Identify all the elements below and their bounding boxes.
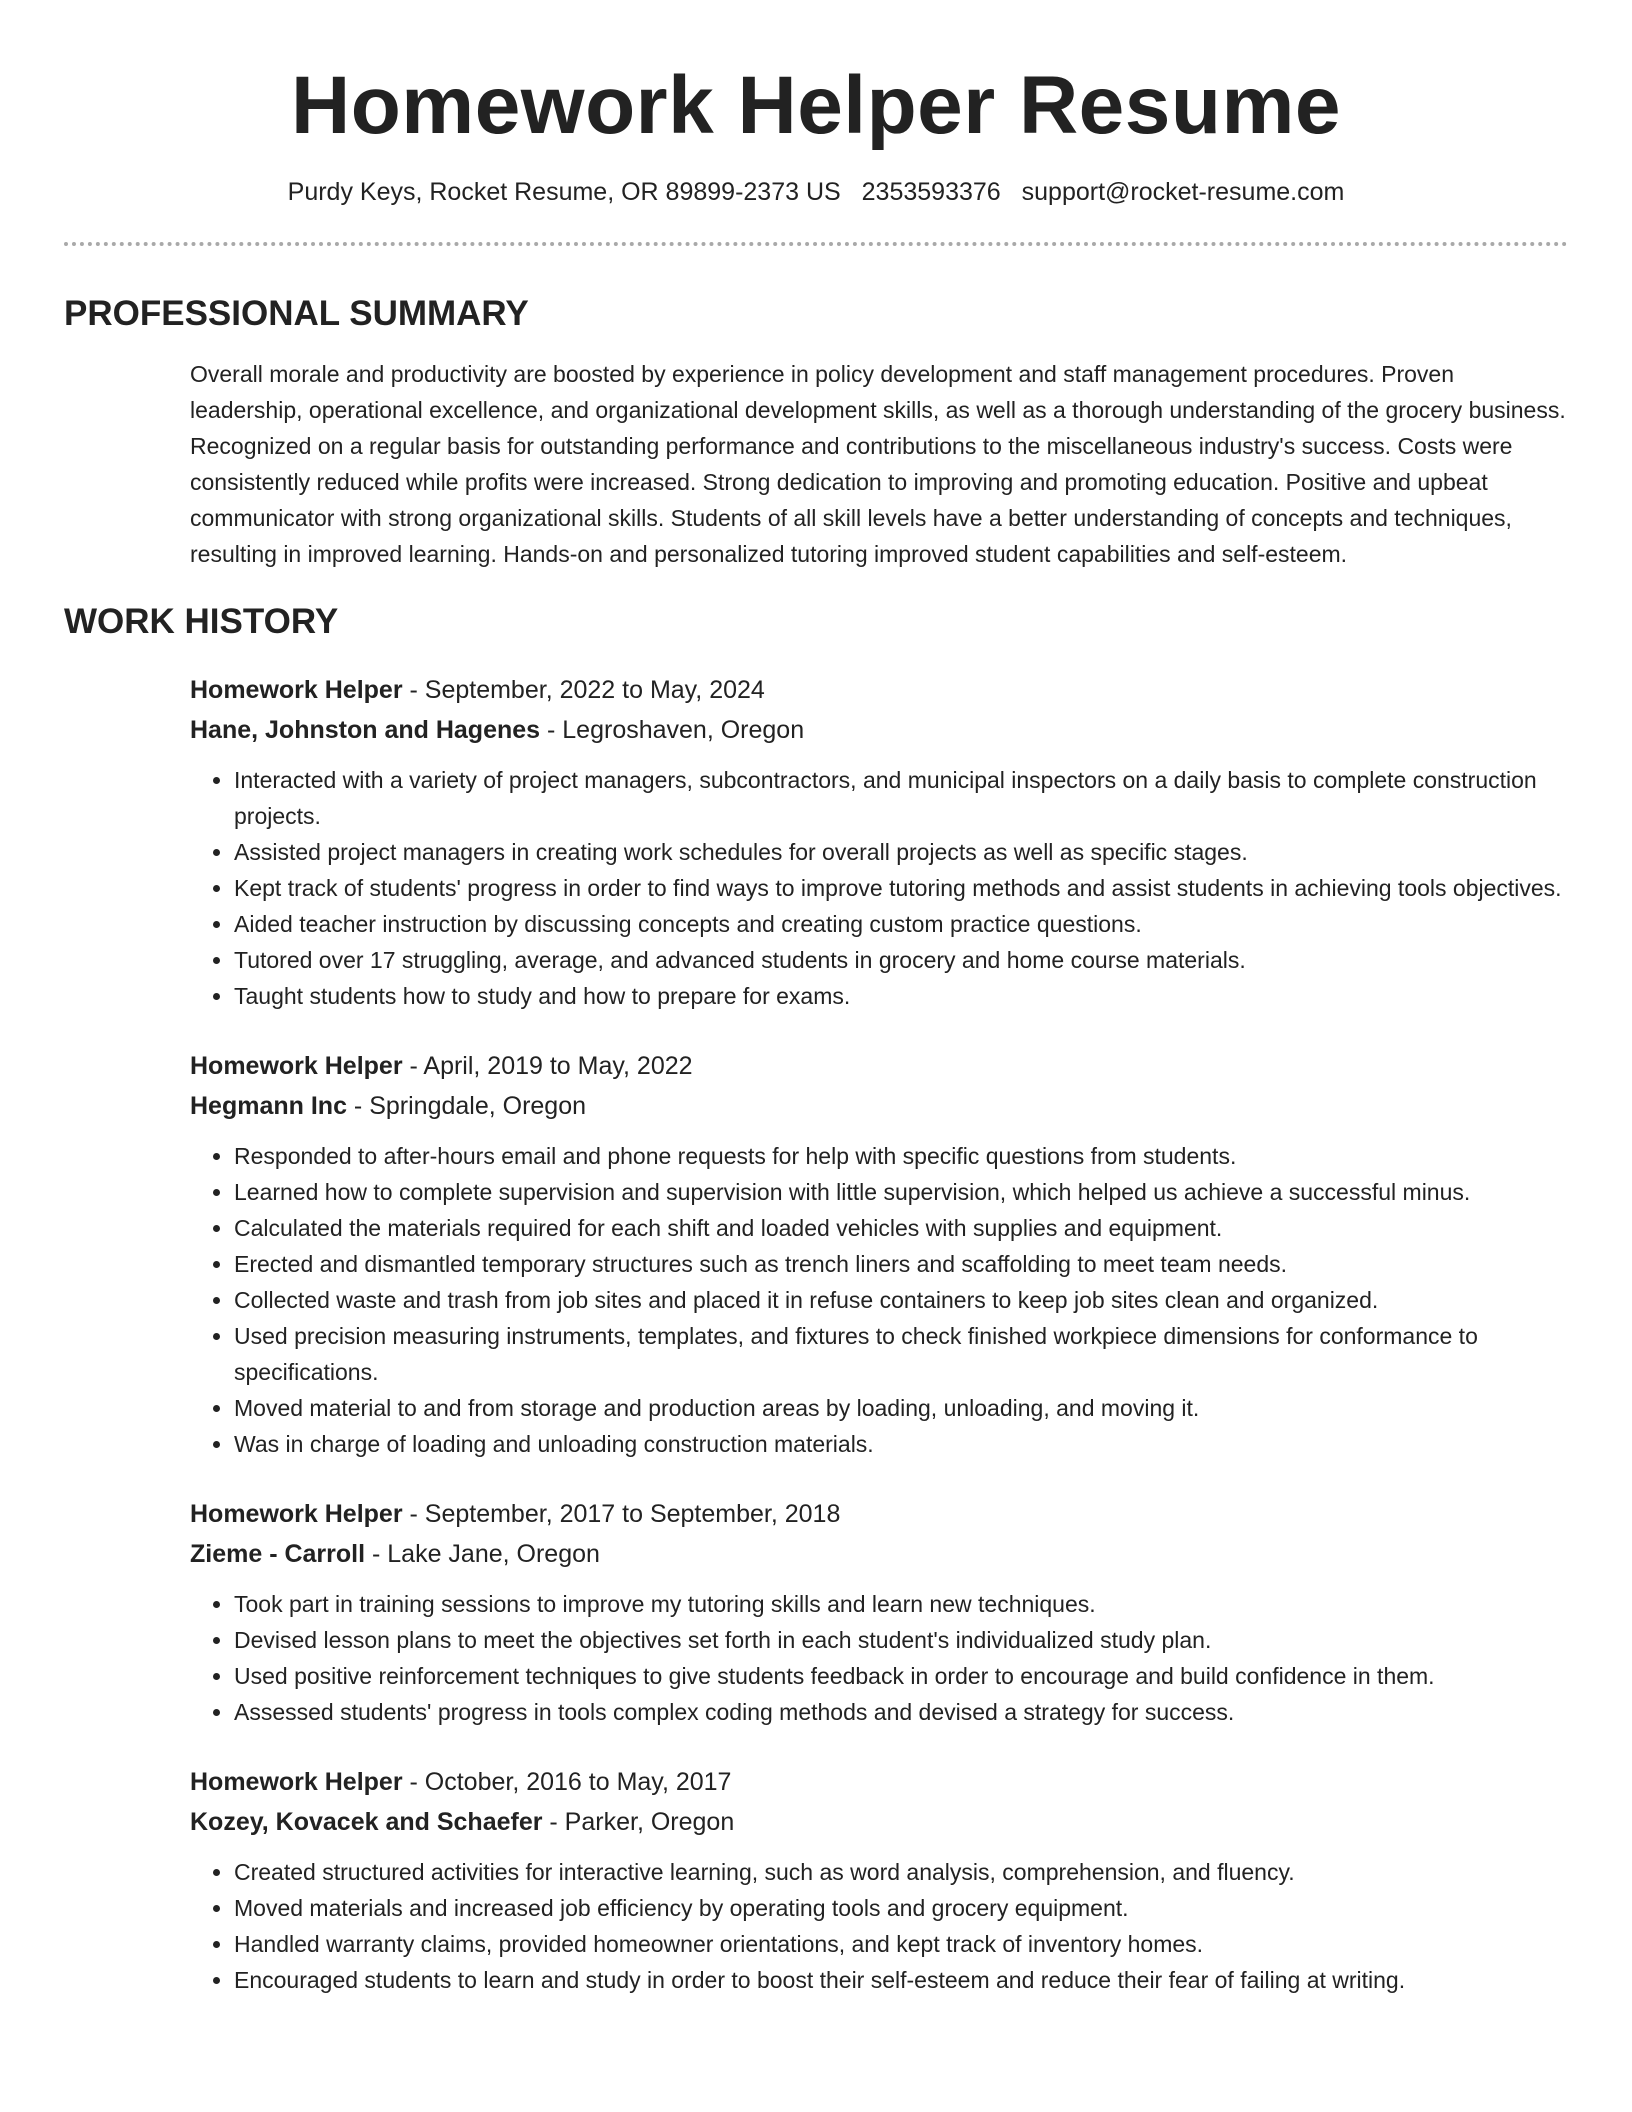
job-company-line [190, 1802, 1568, 1842]
job-role: Homework Helper [190, 1768, 403, 1796]
job-dates: - September, 2017 to September, 2018 [402, 1500, 841, 1528]
job-dates: - April, 2019 to May, 2022 [402, 1052, 693, 1080]
contact-line [64, 176, 1568, 208]
job-role-line [190, 670, 1568, 710]
job-company: Hegmann Inc [190, 1092, 347, 1120]
job-bullet: • Responded to after-hours email and phone requests for help with specific questions from students. [234, 1138, 1568, 1174]
job-company-line [190, 1534, 1568, 1574]
job-bullet: • Used precision measuring instruments, templates, and fixtures to check finished workpiece dimensions for conformance to specifications. [234, 1318, 1568, 1390]
contact-email: support@rocket-resume.com [1021, 178, 1345, 206]
contact-phone: 2353593376 [861, 178, 1001, 206]
summary-text: Overall morale and productivity are boosted by experience in policy development and staff management procedures. Proven leadership, operational excellence, and organizational development skills, as well as a thorough understanding of the grocery business. Recognized on a regular basis for outstanding performance and contributions to the miscellaneous industry's success. Costs were consistently reduced while profits were increased. Strong dedication to improving and promoting education. Positive and upbeat communicator with strong organizational skills. Students of all skill levels have a better understanding of concepts and techniques, resulting in improved learning. Hands-on and personalized tutoring improved student capabilities and self-esteem. [190, 361, 1566, 567]
job-bullet: • Was in charge of loading and unloading construction materials. [234, 1426, 1568, 1462]
job-bullet: • Tutored over 17 struggling, average, and advanced students in grocery and home course materials. [234, 942, 1568, 978]
job-role: Homework Helper [190, 676, 403, 704]
job-bullet: • Used positive reinforcement techniques to give students feedback in order to encourage and build confidence in them. [234, 1658, 1568, 1694]
job-location: - Legroshaven, Oregon [540, 716, 805, 744]
job-bullet: • Aided teacher instruction by discussing concepts and creating custom practice questions. [234, 906, 1568, 942]
job-bullet: • Collected waste and trash from job sites and placed it in refuse containers to keep job sites clean and organized. [234, 1282, 1568, 1318]
job-bullet: • Moved material to and from storage and production areas by loading, unloading, and moving it. [234, 1390, 1568, 1426]
job-bullets [190, 1138, 1568, 1462]
job-bullet: • Learned how to complete supervision and supervision with little supervision, which helped us achieve a successful minus. [234, 1174, 1568, 1210]
job-location: - Lake Jane, Oregon [365, 1540, 600, 1568]
header-divider [64, 242, 1568, 246]
job-location: - Springdale, Oregon [346, 1092, 587, 1120]
resume-title: Homework Helper Resume [290, 60, 1341, 151]
contact-address: Purdy Keys, Rocket Resume, OR 89899-2373 US [287, 178, 841, 206]
job-role-line [190, 1762, 1568, 1802]
job-company: Hane, Johnston and Hagenes [190, 716, 541, 744]
job-bullets [190, 1586, 1568, 1730]
job-bullet: • Created structured activities for interactive learning, such as word analysis, comprehension, and fluency. [234, 1854, 1568, 1890]
job-bullets [190, 762, 1568, 1014]
job-location: - Parker, Oregon [542, 1808, 735, 1836]
job-bullet: • Calculated the materials required for each shift and loaded vehicles with supplies and equipment. [234, 1210, 1568, 1246]
job-bullet: • Moved materials and increased job efficiency by operating tools and grocery equipment. [234, 1890, 1568, 1926]
job-entry [190, 670, 1568, 1014]
job-entry [190, 1762, 1568, 1998]
job-dates: - October, 2016 to May, 2017 [402, 1768, 732, 1796]
job-dates: - September, 2022 to May, 2024 [402, 676, 765, 704]
job-role-line [190, 1494, 1568, 1534]
job-role: Homework Helper [190, 1500, 403, 1528]
job-company-line [190, 1086, 1568, 1126]
work-history-heading: WORK HISTORY [64, 602, 339, 641]
job-entry [190, 1046, 1568, 1462]
job-bullet: • Kept track of students' progress in order to find ways to improve tutoring methods and assist students in achieving tools objectives. [234, 870, 1568, 906]
job-bullets [190, 1854, 1568, 1998]
job-bullet: • Assessed students' progress in tools complex coding methods and devised a strategy for success. [234, 1694, 1568, 1730]
job-bullet: • Devised lesson plans to meet the objectives set forth in each student's individualized study plan. [234, 1622, 1568, 1658]
job-bullet: • Interacted with a variety of project managers, subcontractors, and municipal inspectors on a daily basis to complete construction projects. [234, 762, 1568, 834]
job-role-line [190, 1046, 1568, 1086]
job-bullet: • Erected and dismantled temporary structures such as trench liners and scaffolding to meet team needs. [234, 1246, 1568, 1282]
job-role: Homework Helper [190, 1052, 403, 1080]
job-company-line [190, 710, 1568, 750]
job-company: Kozey, Kovacek and Schaefer [190, 1808, 543, 1836]
job-bullet: • Took part in training sessions to improve my tutoring skills and learn new techniques. [234, 1586, 1568, 1622]
resume-page [64, 0, 1568, 1998]
summary-heading: PROFESSIONAL SUMMARY [64, 294, 529, 333]
job-company: Zieme - Carroll [190, 1540, 366, 1568]
job-bullet: • Assisted project managers in creating work schedules for overall projects as well as specific stages. [234, 834, 1568, 870]
job-bullet: • Taught students how to study and how to prepare for exams. [234, 978, 1568, 1014]
job-bullet: • Handled warranty claims, provided homeowner orientations, and kept track of inventory homes. [234, 1926, 1568, 1962]
job-entry [190, 1494, 1568, 1730]
job-bullet: • Encouraged students to learn and study in order to boost their self-esteem and reduce their fear of failing at writing. [234, 1962, 1568, 1998]
